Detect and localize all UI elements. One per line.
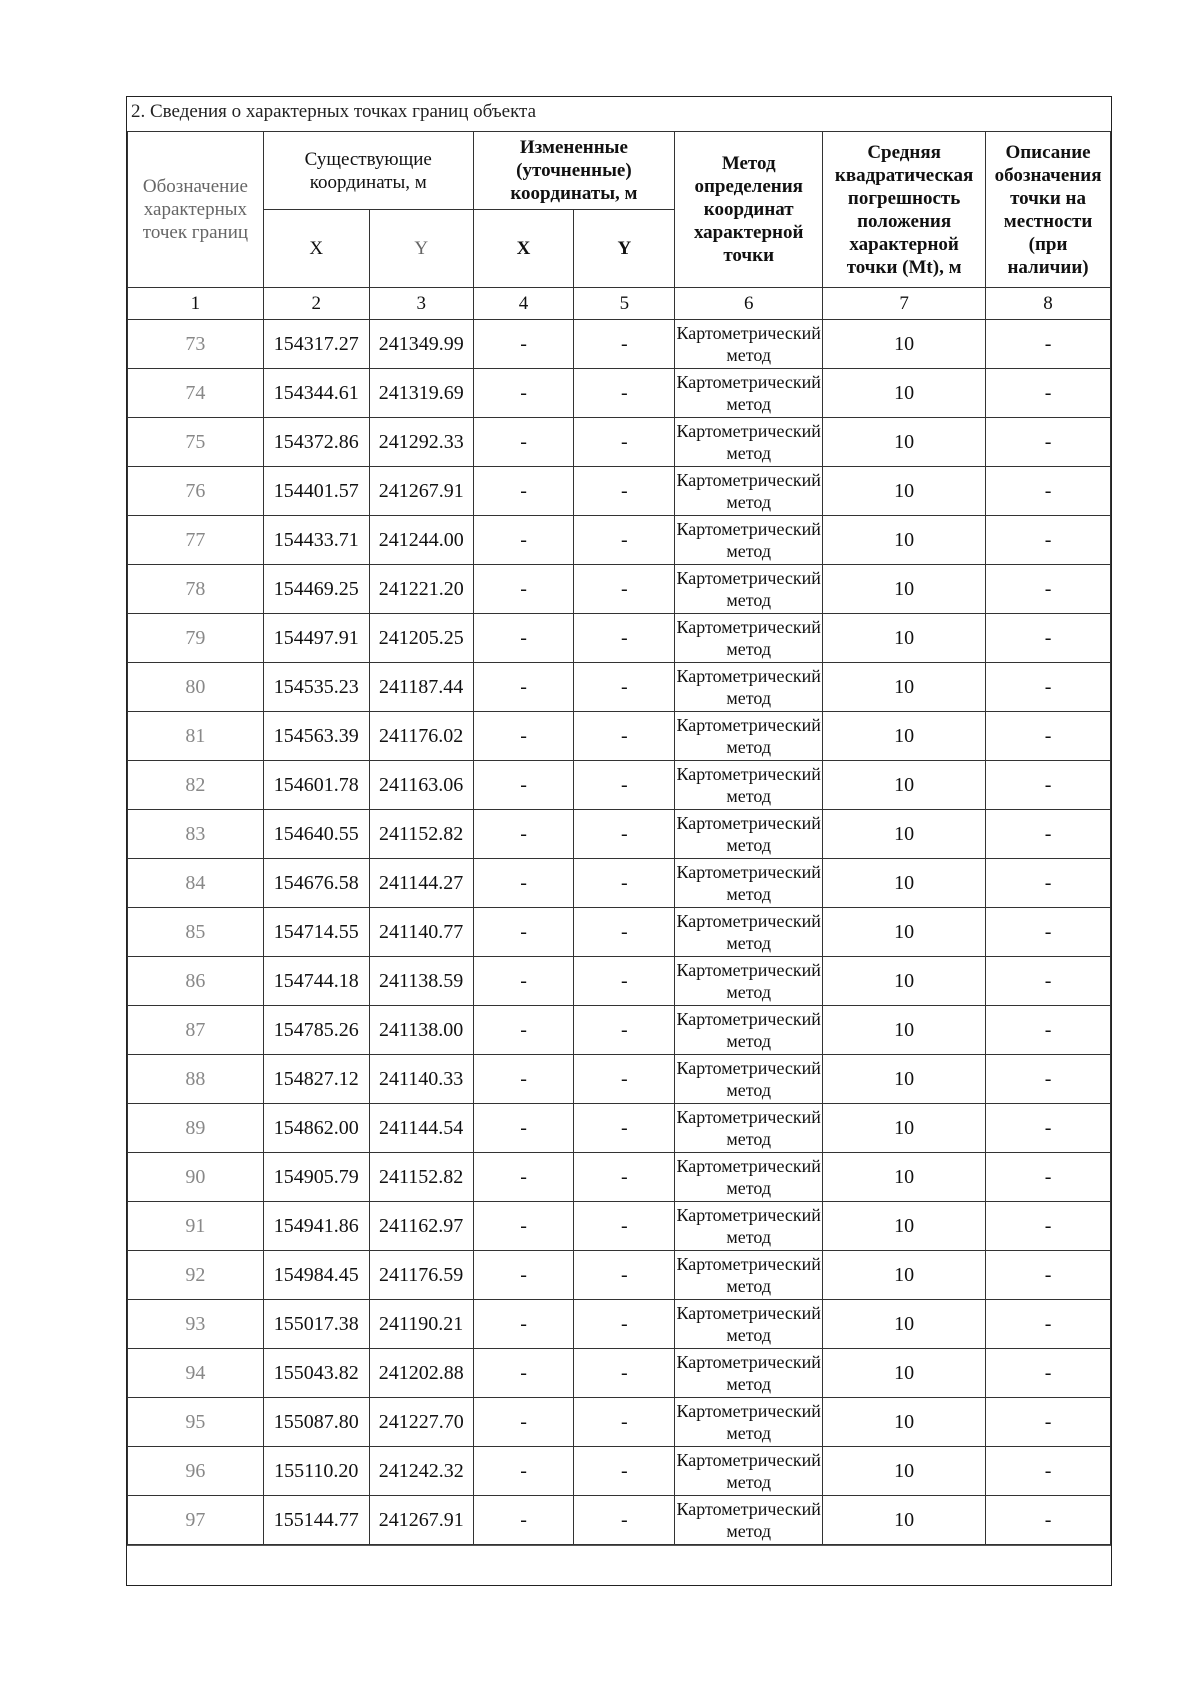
point-id-cell: 73 xyxy=(128,320,264,369)
y-changed-cell: - xyxy=(574,1104,675,1153)
y-changed-cell: - xyxy=(574,1251,675,1300)
description-cell: - xyxy=(986,565,1111,614)
table-row xyxy=(128,614,1111,663)
description-cell: - xyxy=(986,1300,1111,1349)
x-changed-cell: - xyxy=(473,1202,574,1251)
document-sheet xyxy=(126,96,1112,1586)
point-id-cell: 75 xyxy=(128,418,264,467)
point-id-cell: 87 xyxy=(128,1006,264,1055)
table-row xyxy=(128,810,1111,859)
description-cell: - xyxy=(986,320,1111,369)
y-existing-cell: 241140.33 xyxy=(369,1055,473,1104)
x-changed-cell: - xyxy=(473,1300,574,1349)
error-cell: 10 xyxy=(823,369,986,418)
x-changed-cell: - xyxy=(473,1104,574,1153)
y-changed-cell: - xyxy=(574,1006,675,1055)
point-id-cell: 93 xyxy=(128,1300,264,1349)
y-existing-cell: 241187.44 xyxy=(369,663,473,712)
x-existing-cell: 155110.20 xyxy=(263,1447,369,1496)
point-id-cell: 89 xyxy=(128,1104,264,1153)
y-changed-cell: - xyxy=(574,1398,675,1447)
x-existing-cell: 154563.39 xyxy=(263,712,369,761)
x-changed-cell: - xyxy=(473,908,574,957)
method-cell: Картометрический метод xyxy=(675,565,823,614)
y-existing-cell: 241205.25 xyxy=(369,614,473,663)
y-existing-cell: 241242.32 xyxy=(369,1447,473,1496)
error-cell: 10 xyxy=(823,467,986,516)
y-changed-cell: - xyxy=(574,614,675,663)
x-changed-cell: - xyxy=(473,369,574,418)
method-cell: Картометрический метод xyxy=(675,1496,823,1545)
x-changed-cell: - xyxy=(473,1251,574,1300)
table-row xyxy=(128,1104,1111,1153)
x-changed-cell: - xyxy=(473,418,574,467)
y-existing-cell: 241144.54 xyxy=(369,1104,473,1153)
y-existing-cell: 241202.88 xyxy=(369,1349,473,1398)
header-description: Описание обозначения точки на местности (при наличии) xyxy=(986,132,1111,288)
table-row xyxy=(128,467,1111,516)
y-existing-cell: 241292.33 xyxy=(369,418,473,467)
error-cell: 10 xyxy=(823,516,986,565)
error-cell: 10 xyxy=(823,1300,986,1349)
error-cell: 10 xyxy=(823,1202,986,1251)
x-changed-cell: - xyxy=(473,1153,574,1202)
y-existing-cell: 241349.99 xyxy=(369,320,473,369)
x-changed-cell: - xyxy=(473,663,574,712)
header-designation: Обозначение характерных точек границ xyxy=(128,132,264,288)
point-id-cell: 88 xyxy=(128,1055,264,1104)
table-row xyxy=(128,320,1111,369)
method-cell: Картометрический метод xyxy=(675,859,823,908)
boundary-points-table xyxy=(127,131,1111,1545)
point-id-cell: 91 xyxy=(128,1202,264,1251)
method-cell: Картометрический метод xyxy=(675,1202,823,1251)
method-cell: Картометрический метод xyxy=(675,614,823,663)
method-cell: Картометрический метод xyxy=(675,1251,823,1300)
x-changed-cell: - xyxy=(473,1447,574,1496)
table-row xyxy=(128,663,1111,712)
method-cell: Картометрический метод xyxy=(675,1153,823,1202)
table-row xyxy=(128,1251,1111,1300)
point-id-cell: 83 xyxy=(128,810,264,859)
y-changed-cell: - xyxy=(574,810,675,859)
description-cell: - xyxy=(986,663,1111,712)
method-cell: Картометрический метод xyxy=(675,516,823,565)
point-id-cell: 90 xyxy=(128,1153,264,1202)
description-cell: - xyxy=(986,1006,1111,1055)
error-cell: 10 xyxy=(823,1447,986,1496)
error-cell: 10 xyxy=(823,1055,986,1104)
y-changed-cell: - xyxy=(574,516,675,565)
column-number: 6 xyxy=(675,288,823,320)
y-changed-cell: - xyxy=(574,1349,675,1398)
error-cell: 10 xyxy=(823,810,986,859)
error-cell: 10 xyxy=(823,418,986,467)
table-row xyxy=(128,1055,1111,1104)
description-cell: - xyxy=(986,810,1111,859)
x-existing-cell: 154640.55 xyxy=(263,810,369,859)
method-cell: Картометрический метод xyxy=(675,761,823,810)
column-number: 4 xyxy=(473,288,574,320)
method-cell: Картометрический метод xyxy=(675,712,823,761)
y-changed-cell: - xyxy=(574,1300,675,1349)
method-cell: Картометрический метод xyxy=(675,320,823,369)
y-changed-cell: - xyxy=(574,467,675,516)
y-changed-cell: - xyxy=(574,565,675,614)
description-cell: - xyxy=(986,1153,1111,1202)
table-row xyxy=(128,1006,1111,1055)
header-y-changed: Y xyxy=(574,210,675,288)
point-id-cell: 77 xyxy=(128,516,264,565)
description-cell: - xyxy=(986,418,1111,467)
method-cell: Картометрический метод xyxy=(675,810,823,859)
error-cell: 10 xyxy=(823,614,986,663)
error-cell: 10 xyxy=(823,1153,986,1202)
table-row xyxy=(128,1349,1111,1398)
x-existing-cell: 154601.78 xyxy=(263,761,369,810)
y-changed-cell: - xyxy=(574,418,675,467)
x-changed-cell: - xyxy=(473,957,574,1006)
x-changed-cell: - xyxy=(473,761,574,810)
y-changed-cell: - xyxy=(574,369,675,418)
table-row xyxy=(128,1153,1111,1202)
y-existing-cell: 241176.02 xyxy=(369,712,473,761)
x-changed-cell: - xyxy=(473,565,574,614)
column-number: 7 xyxy=(823,288,986,320)
table-row xyxy=(128,516,1111,565)
error-cell: 10 xyxy=(823,957,986,1006)
y-existing-cell: 241162.97 xyxy=(369,1202,473,1251)
x-existing-cell: 155144.77 xyxy=(263,1496,369,1545)
table-row xyxy=(128,1496,1111,1545)
x-existing-cell: 154744.18 xyxy=(263,957,369,1006)
x-existing-cell: 154535.23 xyxy=(263,663,369,712)
x-changed-cell: - xyxy=(473,859,574,908)
description-cell: - xyxy=(986,712,1111,761)
x-existing-cell: 154862.00 xyxy=(263,1104,369,1153)
point-id-cell: 92 xyxy=(128,1251,264,1300)
description-cell: - xyxy=(986,1398,1111,1447)
table-row xyxy=(128,859,1111,908)
description-cell: - xyxy=(986,908,1111,957)
y-changed-cell: - xyxy=(574,908,675,957)
y-changed-cell: - xyxy=(574,859,675,908)
x-changed-cell: - xyxy=(473,1349,574,1398)
description-cell: - xyxy=(986,761,1111,810)
x-existing-cell: 154941.86 xyxy=(263,1202,369,1251)
column-number: 1 xyxy=(128,288,264,320)
method-cell: Картометрический метод xyxy=(675,1006,823,1055)
header-existing-coords: Существующие координаты, м xyxy=(263,132,473,210)
description-cell: - xyxy=(986,1496,1111,1545)
method-cell: Картометрический метод xyxy=(675,418,823,467)
section-title: 2. Сведения о характерных точках границ объекта xyxy=(131,101,537,122)
error-cell: 10 xyxy=(823,761,986,810)
method-cell: Картометрический метод xyxy=(675,957,823,1006)
points-table-body xyxy=(128,320,1111,1545)
column-number: 3 xyxy=(369,288,473,320)
method-cell: Картометрический метод xyxy=(675,1055,823,1104)
method-cell: Картометрический метод xyxy=(675,908,823,957)
y-existing-cell: 241244.00 xyxy=(369,516,473,565)
x-existing-cell: 154401.57 xyxy=(263,467,369,516)
point-id-cell: 82 xyxy=(128,761,264,810)
x-changed-cell: - xyxy=(473,1496,574,1545)
description-cell: - xyxy=(986,516,1111,565)
x-changed-cell: - xyxy=(473,712,574,761)
error-cell: 10 xyxy=(823,1251,986,1300)
table-row xyxy=(128,369,1111,418)
point-id-cell: 74 xyxy=(128,369,264,418)
x-existing-cell: 154827.12 xyxy=(263,1055,369,1104)
x-existing-cell: 155087.80 xyxy=(263,1398,369,1447)
footer-divider xyxy=(127,1545,1111,1546)
y-existing-cell: 241267.91 xyxy=(369,467,473,516)
y-existing-cell: 241144.27 xyxy=(369,859,473,908)
y-changed-cell: - xyxy=(574,761,675,810)
error-cell: 10 xyxy=(823,1496,986,1545)
method-cell: Картометрический метод xyxy=(675,1398,823,1447)
description-cell: - xyxy=(986,1349,1111,1398)
y-existing-cell: 241138.00 xyxy=(369,1006,473,1055)
y-existing-cell: 241152.82 xyxy=(369,810,473,859)
method-cell: Картометрический метод xyxy=(675,1349,823,1398)
error-cell: 10 xyxy=(823,1104,986,1153)
error-cell: 10 xyxy=(823,1398,986,1447)
point-id-cell: 96 xyxy=(128,1447,264,1496)
method-cell: Картометрический метод xyxy=(675,1300,823,1349)
error-cell: 10 xyxy=(823,1006,986,1055)
point-id-cell: 86 xyxy=(128,957,264,1006)
y-existing-cell: 241138.59 xyxy=(369,957,473,1006)
error-cell: 10 xyxy=(823,320,986,369)
x-existing-cell: 154676.58 xyxy=(263,859,369,908)
description-cell: - xyxy=(986,1447,1111,1496)
table-row xyxy=(128,418,1111,467)
y-existing-cell: 241152.82 xyxy=(369,1153,473,1202)
x-changed-cell: - xyxy=(473,1006,574,1055)
header-y-existing: Y xyxy=(369,210,473,288)
x-existing-cell: 154984.45 xyxy=(263,1251,369,1300)
description-cell: - xyxy=(986,957,1111,1006)
table-row xyxy=(128,712,1111,761)
table-row xyxy=(128,1447,1111,1496)
header-error: Средняя квадратическая погрешность положения характерной точки (Mt), м xyxy=(823,132,986,288)
y-changed-cell: - xyxy=(574,1153,675,1202)
x-changed-cell: - xyxy=(473,516,574,565)
point-id-cell: 84 xyxy=(128,859,264,908)
point-id-cell: 80 xyxy=(128,663,264,712)
x-existing-cell: 154317.27 xyxy=(263,320,369,369)
point-id-cell: 78 xyxy=(128,565,264,614)
y-changed-cell: - xyxy=(574,712,675,761)
header-x-existing: X xyxy=(263,210,369,288)
error-cell: 10 xyxy=(823,663,986,712)
x-changed-cell: - xyxy=(473,1055,574,1104)
point-id-cell: 95 xyxy=(128,1398,264,1447)
column-number: 2 xyxy=(263,288,369,320)
y-existing-cell: 241221.20 xyxy=(369,565,473,614)
x-existing-cell: 154497.91 xyxy=(263,614,369,663)
description-cell: - xyxy=(986,467,1111,516)
y-changed-cell: - xyxy=(574,320,675,369)
point-id-cell: 81 xyxy=(128,712,264,761)
x-existing-cell: 154372.86 xyxy=(263,418,369,467)
x-existing-cell: 154469.25 xyxy=(263,565,369,614)
error-cell: 10 xyxy=(823,712,986,761)
y-existing-cell: 241140.77 xyxy=(369,908,473,957)
y-changed-cell: - xyxy=(574,1496,675,1545)
table-row xyxy=(128,565,1111,614)
y-existing-cell: 241227.70 xyxy=(369,1398,473,1447)
header-changed-coords: Измененные (уточненные) координаты, м xyxy=(473,132,675,210)
description-cell: - xyxy=(986,369,1111,418)
y-existing-cell: 241267.91 xyxy=(369,1496,473,1545)
method-cell: Картометрический метод xyxy=(675,663,823,712)
x-existing-cell: 154433.71 xyxy=(263,516,369,565)
y-changed-cell: - xyxy=(574,1055,675,1104)
table-row xyxy=(128,1398,1111,1447)
error-cell: 10 xyxy=(823,859,986,908)
y-changed-cell: - xyxy=(574,1202,675,1251)
method-cell: Картометрический метод xyxy=(675,1104,823,1153)
description-cell: - xyxy=(986,614,1111,663)
error-cell: 10 xyxy=(823,565,986,614)
x-existing-cell: 154714.55 xyxy=(263,908,369,957)
x-changed-cell: - xyxy=(473,320,574,369)
x-existing-cell: 155043.82 xyxy=(263,1349,369,1398)
table-row xyxy=(128,908,1111,957)
x-existing-cell: 154344.61 xyxy=(263,369,369,418)
y-existing-cell: 241190.21 xyxy=(369,1300,473,1349)
method-cell: Картометрический метод xyxy=(675,467,823,516)
y-existing-cell: 241319.69 xyxy=(369,369,473,418)
error-cell: 10 xyxy=(823,1349,986,1398)
y-existing-cell: 241163.06 xyxy=(369,761,473,810)
point-id-cell: 97 xyxy=(128,1496,264,1545)
y-existing-cell: 241176.59 xyxy=(369,1251,473,1300)
description-cell: - xyxy=(986,1251,1111,1300)
table-row xyxy=(128,957,1111,1006)
point-id-cell: 94 xyxy=(128,1349,264,1398)
method-cell: Картометрический метод xyxy=(675,369,823,418)
header-x-changed: X xyxy=(473,210,574,288)
y-changed-cell: - xyxy=(574,663,675,712)
header-method: Метод определения координат характерной точки xyxy=(675,132,823,288)
x-changed-cell: - xyxy=(473,614,574,663)
description-cell: - xyxy=(986,1055,1111,1104)
table-row xyxy=(128,1300,1111,1349)
column-number: 5 xyxy=(574,288,675,320)
x-existing-cell: 155017.38 xyxy=(263,1300,369,1349)
table-row xyxy=(128,1202,1111,1251)
table-row xyxy=(128,761,1111,810)
point-id-cell: 76 xyxy=(128,467,264,516)
column-number: 8 xyxy=(986,288,1111,320)
description-cell: - xyxy=(986,1104,1111,1153)
y-changed-cell: - xyxy=(574,957,675,1006)
method-cell: Картометрический метод xyxy=(675,1447,823,1496)
x-changed-cell: - xyxy=(473,810,574,859)
x-changed-cell: - xyxy=(473,467,574,516)
description-cell: - xyxy=(986,859,1111,908)
error-cell: 10 xyxy=(823,908,986,957)
x-changed-cell: - xyxy=(473,1398,574,1447)
point-id-cell: 85 xyxy=(128,908,264,957)
point-id-cell: 79 xyxy=(128,614,264,663)
column-numbers-row xyxy=(128,288,1111,320)
x-existing-cell: 154785.26 xyxy=(263,1006,369,1055)
x-existing-cell: 154905.79 xyxy=(263,1153,369,1202)
y-changed-cell: - xyxy=(574,1447,675,1496)
description-cell: - xyxy=(986,1202,1111,1251)
